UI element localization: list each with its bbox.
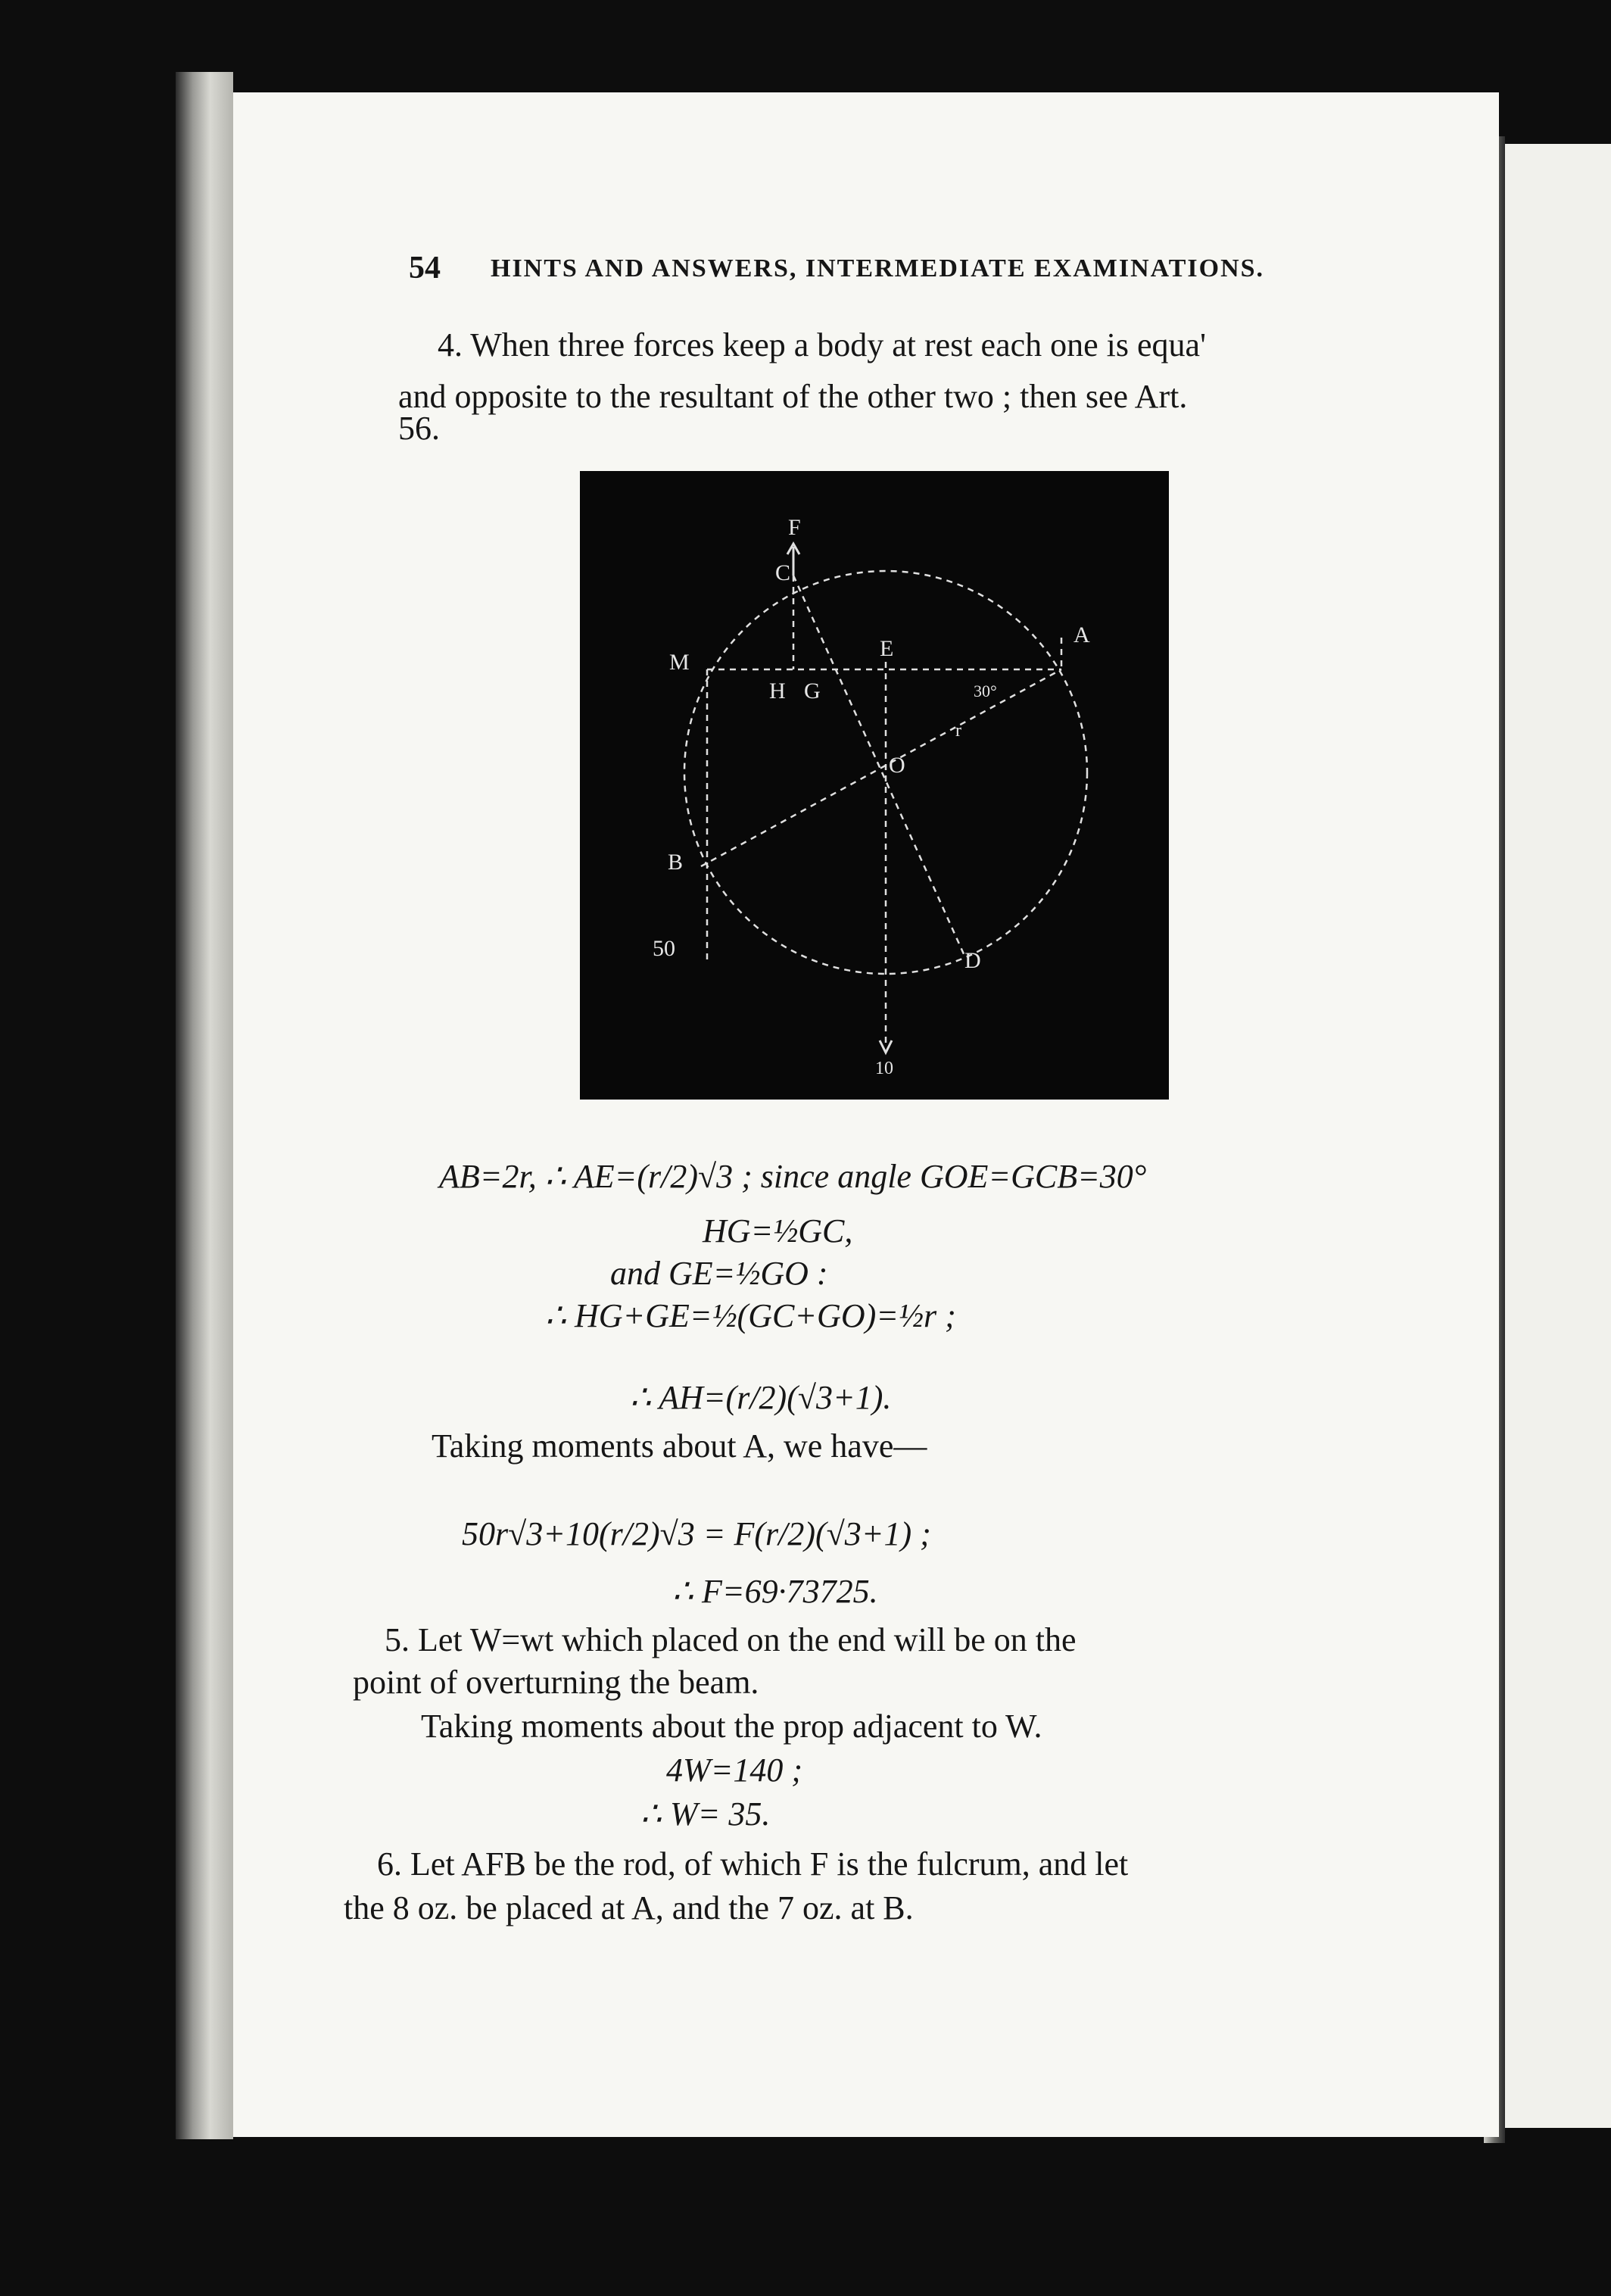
q4-line-1: 4. When three forces keep a body at rest each one is equa' xyxy=(438,326,1207,363)
label-A: A xyxy=(1073,622,1090,647)
q4-line-3: 56. xyxy=(398,410,440,447)
label-E: E xyxy=(880,636,894,661)
q5-line-1: 5. Let W=wt which placed on the end will be on the xyxy=(385,1621,1077,1658)
q6-line-1: 6. Let AFB be the rod, of which F is the fulcrum, and let xyxy=(377,1845,1129,1883)
equation-3: and GE=½GO : xyxy=(610,1255,828,1292)
label-F: F xyxy=(788,515,801,540)
book-edge-left xyxy=(176,72,233,2139)
page-number: 54 xyxy=(409,251,441,285)
facing-page xyxy=(1505,144,1611,2128)
running-title: HINTS AND ANSWERS, INTERMEDIATE EXAMINATIONS. xyxy=(491,254,1265,282)
equation-6: 50r√3+10(r/2)√3 = F(r/2)(√3+1) ; xyxy=(462,1515,931,1552)
line-B-A xyxy=(701,669,1061,866)
label-D: D xyxy=(964,948,981,973)
equation-7: ∴ F=69·73725. xyxy=(672,1573,878,1610)
label-10: 10 xyxy=(875,1059,893,1078)
q4-line-2: and opposite to the resultant of the other two ; then see Art. xyxy=(398,378,1188,415)
geometry-figure xyxy=(580,471,1169,1100)
equation-5: ∴ AH=(r/2)(√3+1). xyxy=(630,1379,892,1416)
equation-4: ∴ HG+GE=½(GC+GO)=½r ; xyxy=(545,1297,956,1334)
label-G: G xyxy=(804,679,821,703)
equation-9: ∴ W= 35. xyxy=(640,1795,771,1833)
label-M: M xyxy=(669,650,690,675)
equation-1: AB=2r, ∴ AE=(r/2)√3 ; since angle GOE=GCB=30° xyxy=(439,1158,1147,1195)
line-C-D xyxy=(793,576,964,956)
moments-intro: Taking moments about A, we have— xyxy=(432,1427,927,1465)
label-B: B xyxy=(668,850,684,875)
q6-line-2: the 8 oz. be placed at A, and the 7 oz. at B. xyxy=(344,1889,914,1926)
label-50: 50 xyxy=(653,936,675,961)
equation-2: HG=½GC, xyxy=(703,1212,853,1249)
label-C: C xyxy=(775,560,791,585)
circle-diagram xyxy=(580,471,1169,1100)
q5-line-2: point of overturning the beam. xyxy=(353,1664,759,1701)
label-angle: 30° xyxy=(974,682,997,700)
q5-line-3: Taking moments about the prop adjacent to W. xyxy=(421,1708,1042,1745)
equation-8: 4W=140 ; xyxy=(666,1752,802,1789)
label-r: r xyxy=(955,721,961,741)
label-O: O xyxy=(889,753,905,778)
label-H: H xyxy=(769,679,786,703)
